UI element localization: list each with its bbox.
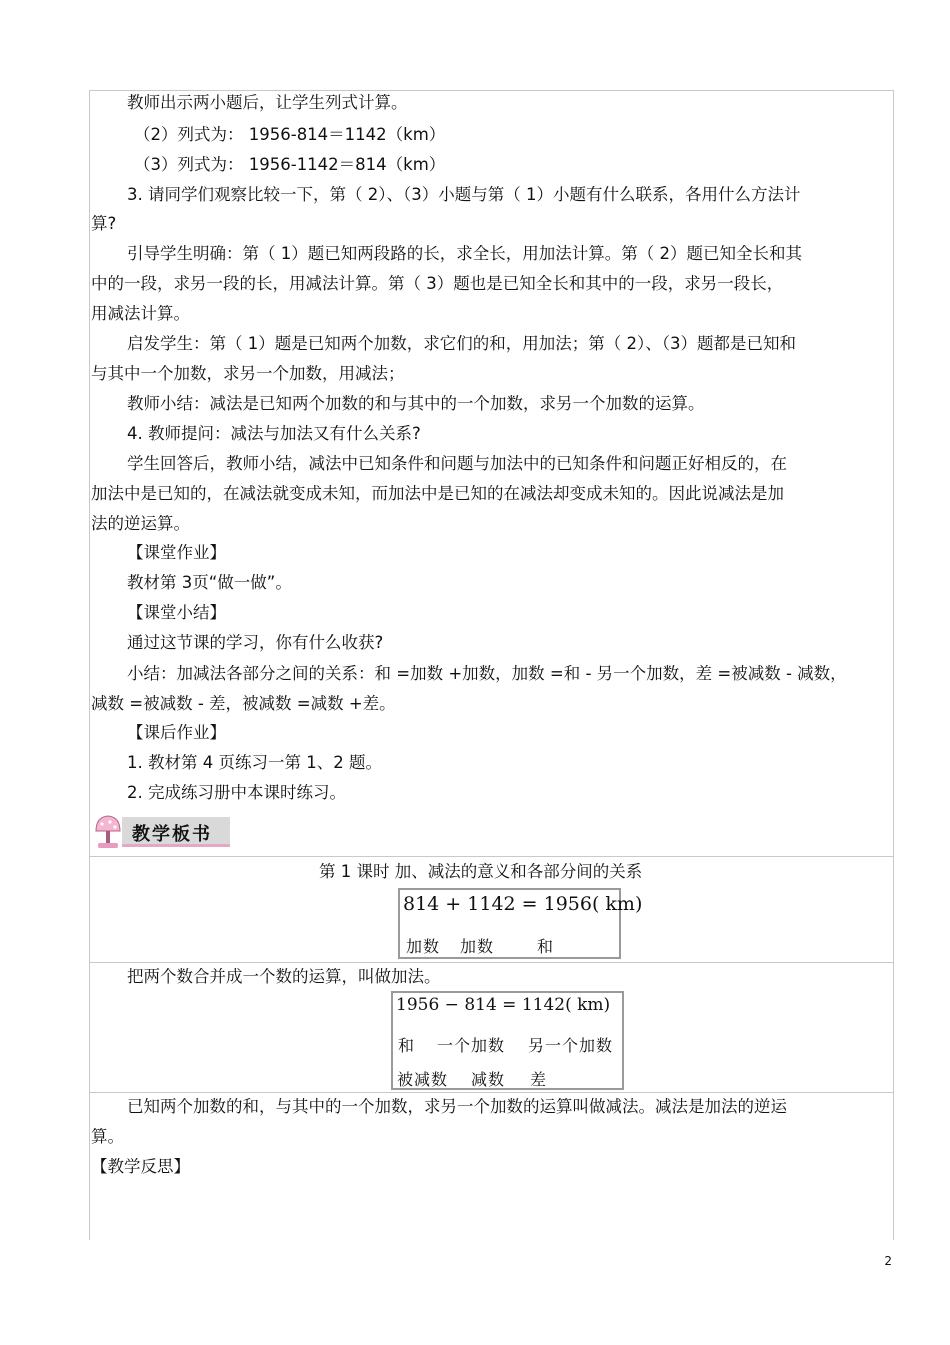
text-line: 教师小结：减法是已知两个加数的和与其中的一个加数，求另一个加数的运算。: [127, 394, 705, 413]
equation-label: 加数: [406, 937, 441, 956]
equation-label: 和: [398, 1036, 416, 1055]
text-line: 小结：加减法各部分之间的关系：和 =加数 +加数，加数 =和 - 另一个加数，差 =被减数 - 减数，: [127, 664, 847, 683]
text-line: 与其中一个加数，求另一个加数，用减法；: [91, 364, 405, 383]
text-line: 学生回答后，教师小结，减法中已知条件和问题与加法中的已知条件和问题正好相反的，在: [127, 454, 787, 473]
equation-label: 一个加数: [437, 1036, 506, 1055]
text-line: 引导学生明确：第（ 1）题已知两段路的长，求全长，用加法计算。第（ 2）题已知全长和其: [127, 244, 802, 263]
equation-label: 另一个加数: [528, 1036, 614, 1055]
text-line: 通过这节课的学习，你有什么收获?: [127, 633, 384, 652]
text-line: 教材第 3页“做一做”。: [127, 573, 292, 592]
text-line: 算?: [91, 214, 117, 233]
board-section-divider: [89, 856, 894, 857]
section-heading: 【课堂作业】: [127, 543, 226, 562]
text-line: 1. 教材第 4 页练习一第 1、2 题。: [127, 753, 382, 772]
board-title: 第 1 课时 加、减法的意义和各部分间的关系: [319, 862, 643, 881]
board-section-divider: [89, 962, 894, 963]
text-line: 2. 完成练习册中本课时练习。: [127, 783, 346, 802]
section-heading: 【课堂小结】: [127, 603, 226, 622]
equation-label: 差: [530, 1070, 548, 1089]
text-line: 法的逆运算。: [91, 514, 190, 533]
page-number: 2: [884, 1254, 892, 1268]
reflection-heading: 【教学反思】: [91, 1157, 190, 1176]
board-badge: [88, 811, 232, 851]
lamp-icon: [88, 811, 128, 851]
text-line: 加法中是已知的，在减法就变成未知，而加法中是已知的在减法却变成未知的。因此说减法是加: [91, 484, 784, 503]
equation-label: 加数: [460, 937, 495, 956]
text-line: （3）列式为： 1956-1142＝814（km）: [134, 155, 446, 174]
text-line: （2）列式为： 1956-814＝1142（km）: [134, 125, 446, 144]
text-line: 用减法计算。: [91, 304, 190, 323]
text-line: 减数 =被减数 - 差，被减数 =减数 +差。: [91, 694, 396, 713]
addition-equation-box: [398, 888, 643, 959]
addition-equation: 814 + 1142 = 1956( km): [403, 893, 643, 915]
text-line: 3. 请同学们观察比较一下，第（ 2）、（3）小题与第（ 1）小题有什么联系，各用什么方法计: [127, 185, 801, 204]
subtraction-definition: 已知两个加数的和，与其中的一个加数，求另一个加数的运算叫做减法。减法是加法的逆运: [127, 1097, 787, 1116]
equation-label: 和: [537, 937, 555, 956]
section-heading: 【课后作业】: [127, 723, 226, 742]
equation-label: 被减数: [397, 1070, 449, 1089]
text-line: 4. 教师提问：减法与加法又有什么关系?: [127, 424, 421, 443]
badge-label: 教学板书: [132, 824, 212, 845]
text-line: 中的一段，求另一段的长，用减法计算。第（ 3）题也是已知全长和其中的一段，求另一段长，: [91, 274, 784, 293]
frame-top-border: [89, 90, 894, 91]
subtraction-definition: 算。: [91, 1127, 124, 1146]
subtraction-equation-box: [391, 991, 624, 1090]
text-line: 启发学生：第（ 1）题是已知两个加数，求它们的和，用加法；第（ 2）、（3）题都是已知和: [127, 334, 796, 353]
addition-definition: 把两个数合并成一个数的运算，叫做加法。: [127, 967, 441, 986]
subtraction-equation: 1956 − 814 = 1142( km): [396, 995, 611, 1015]
text-line: 教师出示两小题后，让学生列式计算。: [127, 93, 408, 112]
board-section-divider: [89, 1092, 894, 1093]
equation-label: 减数: [471, 1070, 506, 1089]
